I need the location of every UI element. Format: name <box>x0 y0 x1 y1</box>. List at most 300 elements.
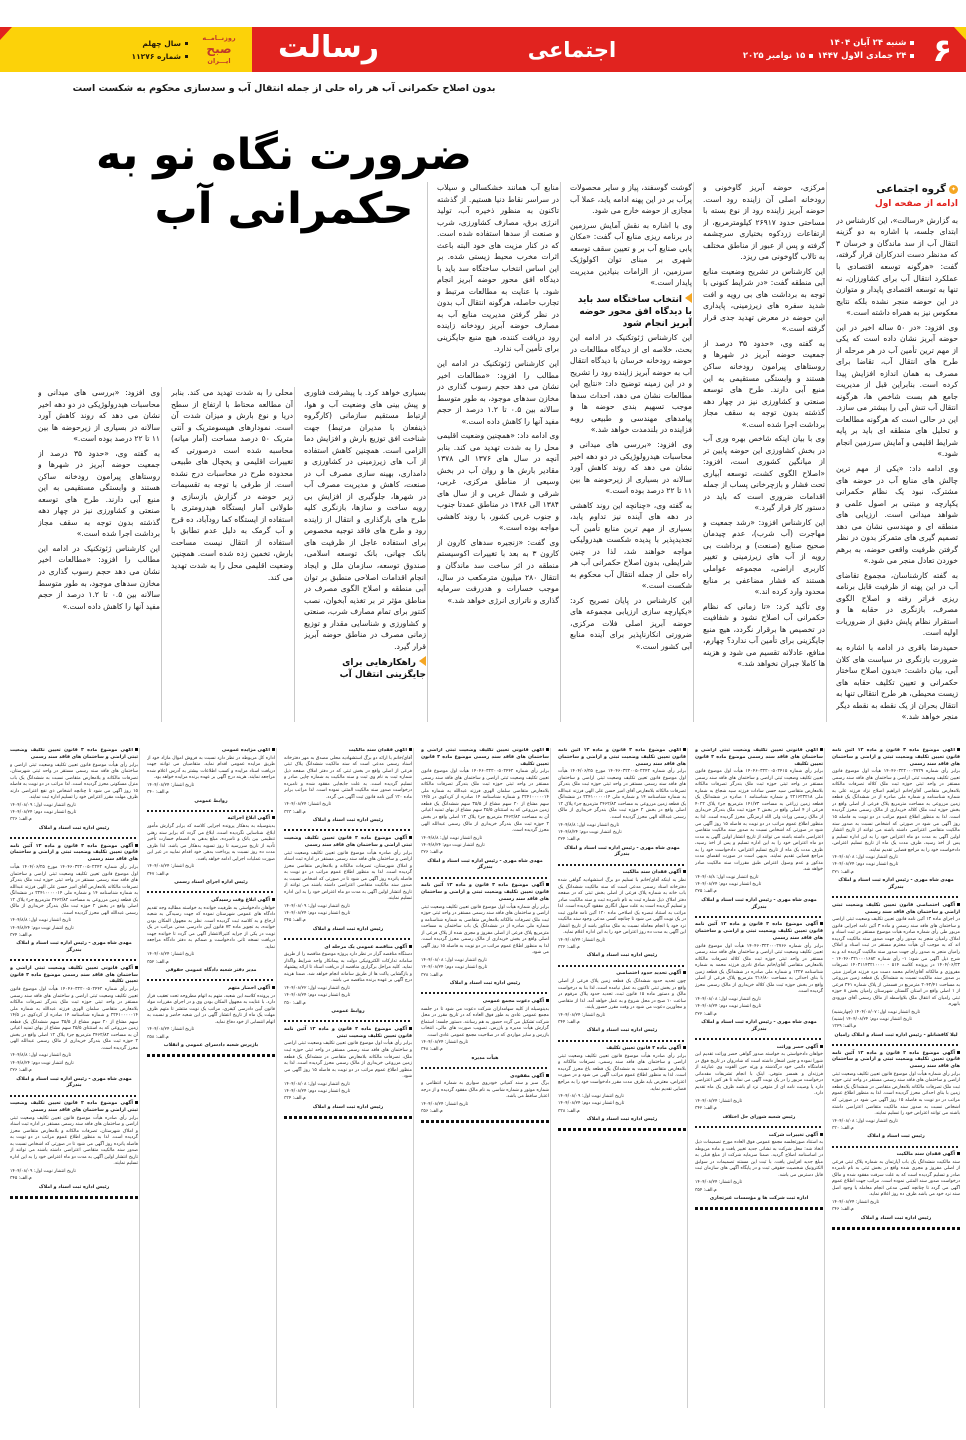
paragraph: وی افزود: «بررسی های میدانی و محاسبات هیدرولوژیکی در دو دهه اخیر نشان می دهد که روند کاهش آورد سالانه در بسیاری از زیرحوضه ها بین ۱۱ تا ۲۲ درصد بوده است.» <box>38 388 160 444</box>
notice-title <box>832 903 960 917</box>
notice-title-text: آگهی موضوع ماده ۳ قانون و ماده ۱۳ آئین نامه قانون تعیین تکلیف وضعیت ثبتی و اراضی و ساختمان های فاقد سند رسمی <box>10 843 138 863</box>
square-bullet-icon <box>957 903 960 906</box>
notice-signature: رئیس ثبت اسناد و املاک <box>867 1134 925 1140</box>
notice-title <box>10 1101 138 1115</box>
classified-column-4 <box>421 748 549 1418</box>
notice-signature: رئیس شعبه شورای حل اختلاف <box>722 1114 796 1120</box>
notice-date-first: تاریخ انتشار نوبت اول: ۱۴۰۴/۰۸/۰۷ (چهارشنبه) <box>832 1009 921 1015</box>
classified-notices-section <box>6 748 960 1418</box>
notice-date-first: تاریخ انتشار: ۱۴۰۴/۰۸/۲۴ <box>558 1012 606 1018</box>
square-bullet-icon <box>409 1027 412 1030</box>
notice-title <box>147 986 275 993</box>
masthead-issue-meta <box>132 39 196 61</box>
notice-title <box>832 1051 960 1071</box>
notice-date-second: تاریخ انتشار نوبت دوم: ۱۴۰۴/۸/۲۴ <box>10 925 74 931</box>
issue-line <box>132 52 188 61</box>
notice-date-first: تاریخ انتشار: ۱۴۰۴/۰۸/۲۴ <box>832 1199 880 1205</box>
notice-item <box>832 1152 960 1222</box>
date-solar-line <box>743 38 915 48</box>
notice-date-second: تاریخ انتشار نوبت دوم: ۱۴۰۴/۸/۲۴ <box>10 1060 74 1066</box>
notice-title-text: آگهی ابلاغ وقت رسیدگی <box>211 897 270 903</box>
notice-title-text: آگهی موضوع ماده ۳ قانون و ماده ۱۳ آئین نامه قانون تعیین تکلیف وضعیت ثبتی و اراضی و ساختمان های فاقد سند رسمی <box>832 1050 960 1070</box>
notice-title-text: آگهی دعوت مجمع عمومی <box>482 998 544 1004</box>
column-divider <box>560 182 561 722</box>
notice-title-text: آگهی احضار متهم <box>227 985 270 991</box>
notice-date-second: تاریخ انتشار نوبت دوم: ۱۴۰۴/۰۸/۲۴ <box>558 1101 625 1107</box>
paragraph: این کارشناس در پایان تصریح کرد: «یکپارچه سازی ارزیابی مجموعه های حوضه آبریز اصلی فلات مرکزی، ضرورتی انکارناپذیر برای آینده منابع آبی کشور است.» <box>570 595 692 652</box>
paragraph: به گفته وی، «حدود ۳۵ درصد از جمعیت حوضه آبریز در شهرها و روستاهای پیرامون رودخانه ساکن هستند و وابستگی مستقیمی به این منبع آبی دارند. طرح های توسعه صنعتی و کشاورزی نیز در چهار دهه گذشته بدون توجه به سقف مجاز برداشت اجرا شده است.» <box>38 448 160 539</box>
notice-item <box>695 1045 823 1122</box>
classified-column-7 <box>10 748 138 1418</box>
notice-signature: روابط عمومی <box>331 1009 365 1015</box>
notice-item <box>695 748 823 911</box>
square-bullet-icon <box>957 748 960 751</box>
notice-signature: مهدی شاه مهری - رئیس اداره ثبت اسناد و املاک بندرگز <box>16 941 132 954</box>
notice-date-first: تاریخ انتشار: ۱۴۰۴/۰۸/۲۴ <box>695 1180 743 1186</box>
notice-date-first: تاریخ انتشار نوبت اول: ۱۴۰۴/۰۸/۲۲ <box>284 985 350 991</box>
notice-date-second: تاریخ انتشار نوبت دوم: ۱۴۰۴/۰۸/۲۴ <box>284 1088 351 1094</box>
notice-signature: روابط عمومی <box>194 798 228 804</box>
notice-item <box>147 816 275 886</box>
classified-column-3 <box>558 748 686 1418</box>
notice-date-second: تاریخ انتشار نوبت دوم: ۱۴۰۴/۸/۲۴ <box>558 829 622 835</box>
notice-body: برابر رأی صادره هیأت موضوع قانون تعیین تکلیف وضعیت ثبتی اراضی و ساختمان های فاقد سند رسمی، تصرفات مالکانه و بلامعارض متقاضی نسبت به ششدانگ یک قطعه باغ محرز گردیده است. لذا به منظور اطلاع عموم مراتب آگهی می شود و در صورت اعتراض، معترض باید ظرف مدت مقرر دادخواست خود را به مراجع قضایی تقدیم نماید. <box>558 1053 686 1092</box>
notice-date-first: تاریخ انتشار: ۱۴۰۴/۰۸/۲۴ <box>695 1099 743 1104</box>
byline <box>836 182 958 197</box>
notice-item <box>147 748 275 805</box>
paragraph: به گفته وی، «چنانچه این روند کاهشی در دهه های آینده نیز تداوم یابد، بسیاری از مهم ترین منابع تأمین آب تجدیدپذیر با پدیده شکست هیدرولیکی مواجه خواهند شد، لذا در چنین شرایطی، بدون اصلاح حکمرانی آب هر راه حلی از جمله انتقال آب محکوم به شکست است.» <box>570 500 692 591</box>
notice-body: برابر رأی شماره ۱۴۰۴۶۰۳۲۲۰۰۵۰۲۴۱۵ هیأت اول موضوع قانون تعیین تکلیف وضعیت ثبتی اراضی و ساختمان های فاقد سند رسمی مستقر در واحد ثبتی حوزه ثبت ملک بندرگز تصرفات مالکانه بلامعارض متقاضی سید حسن سادات فرزند سید شجاع به شماره ملی ۲۲۱۶۲۳۲۱۸ و شماره شناسنامه ۱ صادره در ششدانگ یک قطعه زمین زراعی به مساحت ۱۴۱/۷۳ مترمربع جزء پلاک ۴۰۲۲ فرعی از ۴ اصلی واقع در بخش ۲ حوزه ثبت ملک بندرگز خریداری از مالک رسمی وراث ولی الله ارمزنگی محرز گردیده است. لذا به منظور اطلاع عموم مراتب در دو نوبت به فاصله ۱۵ روز آگهی می شود در صورتی که اشخاص نسبت به صدور سند مالکیت متقاضی اعتراضی داشته باشند می توانند از تاریخ انتشار اولین آگهی به مدت دو ماه اعتراض خود را به این اداره تسلیم و پس از اخذ رسید، ظرف مدت یک ماه از تاریخ تسلیم اعتراض، دادخواست خود را به مراجع قضایی تقدیم نمایند. بدیهی است در صورت انقضای مدت مذکور و عدم وصول اعتراض طبق مقررات سند مالکیت صادر خواهد شد. <box>695 769 823 873</box>
paragraph: وی افزود: «در ۵۰ ساله اخیر در این حوضه آبریز نشان داده است که یکی از مهم ترین تأمین آب در هر مرحله از طرح های انتقال آب، تقاضا برای مصرف به همان اندازه افزایش پیدا کرده است. بنابراین قبل از مدیریت جامع هم بست شاخص ها، هرگونه انتقال آب تنش آبی را بیشتر می سازد. این در حالی است که هرگونه مطالعات و تحلیل های منطقه ای باید بر پایه شرایط اقلیمی و آمایش سرزمین انجام شود.» <box>836 322 958 459</box>
notice-title-text: آگهی تغییرات شرکت <box>768 1132 818 1138</box>
notice-body: در پرونده کلاسه این شعبه، متهم به اتهام مطروحه تحت تعقیب قرار دارد. با عنایت به مجهول المکان بودن وی و در اجرای مقررات مواد قانون آیین دادرسی کیفری، مراتب یک نوبت منتشر تا متهم ظرف مهلت یک ماه از تاریخ انتشار آگهی در این شعبه حاضر و نسبت به اتهام انتسابی از خود دفاع نماید. <box>147 993 275 1025</box>
notice-signature: رئیس اداره ثبت اسناد و املاک <box>312 1104 384 1110</box>
notice-title <box>832 1152 960 1159</box>
notice-signature: مهدی شاه مهری - رئیس اداره ثبت اسناد و املاک بندرگز <box>16 1076 132 1089</box>
paragraph: حمیدرضا باقری در ادامه با اشاره به ضرورت بازنگری در سیاست های کلان آبی، بیان داشت: «بدون اصلاح ساختار حکمرانی و تعیین تکلیف حقابه های زیست محیطی، هر طرح انتقالی تنها به انتقال بحران از یک نقطه به نقطه دیگر منجر خواهد شد.» <box>836 642 958 722</box>
notice-date-first: تاریخ انتشار نوبت اول: ۱۴۰۴/۰۸/۰۸ <box>832 1118 898 1124</box>
notice-signature: مدیر دفتر شعبه دادگاه عمومی حقوقی <box>165 968 257 973</box>
notice-item <box>284 836 412 934</box>
notice-ref: م.الف: ۳۴۴ <box>558 1019 580 1025</box>
notice-separator <box>147 1054 275 1058</box>
classified-column-2 <box>695 748 823 1418</box>
square-bullet-icon <box>185 55 188 58</box>
notice-date-first: تاریخ انتشار نوبت اول: ۱۴۰۴/۰۸/۰۹ <box>10 802 76 808</box>
notice-signature: مهدی شاه مهری - رئیس اداره ثبت اسناد و املاک بندرگز <box>701 1020 817 1032</box>
notice-item <box>147 898 275 975</box>
notice-ref: م.الف: ۳۵۰ <box>284 1000 306 1006</box>
notice-title <box>147 898 275 905</box>
notice-ref: م.الف: ۱۳۲۹ <box>832 1024 857 1030</box>
notice-date-second: تاریخ انتشار نوبت دوم: ۱۴۰۴/۸/۲۴ <box>421 842 485 848</box>
notice-separator <box>558 863 686 866</box>
notice-title-text: آگهی فقدان سند مالکیت <box>622 870 681 876</box>
notice-title-text: آگهی موضوع ماده ۳ قانون و ماده ۱۳ آئین نامه قانون تعیین تکلیف وضعیت ثبتی <box>284 1026 412 1039</box>
paragraph: این کارشناس ژئوتکنیک در ادامه این مطالب را افزود: «مطالعات اخیر نشان می دهد حجم رسوب گذاری در مخازن سدهای موجود، به طور متوسط سالانه بین ۰.۵ تا ۱.۲ درصد از حجم مفید آنها را کاهش داده است.» <box>437 358 559 426</box>
date-solar: شنبه ۲۴ آبان ۱۴۰۴ <box>829 38 907 48</box>
article-column-3 <box>570 182 692 722</box>
notice-item <box>558 748 686 859</box>
notice-ref: م.الف: ۳۴۸ <box>421 1047 443 1053</box>
square-bullet-icon <box>272 816 275 819</box>
notice-title <box>421 999 549 1006</box>
notice-ref: م.الف: ۳۲۶ <box>10 1068 32 1074</box>
classified-divider <box>413 748 414 1408</box>
notice-body: برابر رأی شماره هیأت اول موضوع قانون تعیین تکلیف وضعیت ثبتی اراضی و ساختمان های فاقد سند رسمی مستقر در واحد ثبتی حوزه ثبت ملک تصرفات مالکانه بلامعارض متقاضی در ششدانگ یک قطعه زمین با بنای احداثی محرز گردیده است. لذا به منظور اطلاع عموم مراتب در دو نوبت به فاصله ۱۵ روز آگهی می شود در صورتی که اشخاص نسبت به صدور سند مالکیت متقاضی اعتراضی داشته باشند می توانند اعتراض خود را تسلیم نمایند. <box>832 1071 960 1117</box>
notice-date-second: تاریخ انتشار نوبت دوم: ۱۴۰۴/۰۸/۲۴ <box>695 882 762 888</box>
notice-signature: اداره ثبت شرکت ها و مؤسسات غیرتجاری <box>709 1196 809 1202</box>
square-bullet-icon <box>546 883 549 886</box>
notice-date-first: تاریخ انتشار نوبت اول: ۱۴۰۴/۸/۸ <box>421 835 483 841</box>
notice-separator <box>10 837 138 840</box>
masthead-yellow-band <box>0 27 252 72</box>
page-title: ضرورت نگاه نو به حکمرانی آب <box>96 129 472 234</box>
square-bullet-icon <box>820 922 823 925</box>
notice-ref: م.الف: ۳۲۶ <box>421 850 443 856</box>
notice-title <box>10 748 138 762</box>
notice-ref: م.الف: ۳۵۲ <box>147 959 169 965</box>
notice-date-second: تاریخ انتشار نوبت دوم: ۱۴۰۴/۰۸/۲۴ <box>10 810 77 816</box>
classified-divider <box>550 748 551 1408</box>
article-kicker: بدون اصلاح حکمرانی آب هر راه حلی از جمله انتقال آب و سدسازی محکوم به شکست است <box>72 83 496 94</box>
notice-separator <box>421 876 549 879</box>
notice-ref: م.الف: ۳۴۵ <box>10 1176 32 1182</box>
square-bullet-icon <box>272 748 275 751</box>
notice-signature: رئیس اداره ثبت اسناد و املاک <box>449 980 521 986</box>
square-bullet-icon <box>683 870 686 873</box>
date-other-line <box>743 51 915 61</box>
notice-signature: رئیس اداره ثبت اسناد و املاک <box>38 825 110 831</box>
classified-column-5 <box>284 748 412 1418</box>
notice-body: دستگاه مناقصه گزار در نظر دارد پروژه موضوع مناقصه را از طریق سامانه تدارکات الکترونیکی دولت به پیمانکار واجد شرایط واگذار نماید. کلیه مراحل برگزاری مناقصه از دریافت اسناد تا ارائه پیشنهاد و بازگشایی پاکت ها از طریق سامانه انجام خواهد شد. ضمنا هزینه درج آگهی بر عهده برنده مناقصه می باشد. <box>284 952 412 984</box>
notice-title <box>10 966 138 986</box>
square-bullet-icon <box>957 1152 960 1155</box>
notice-ref: م.الف: ۳۳۶ <box>10 817 32 823</box>
issue-number: شماره ۱۱۲۷۶ <box>131 51 181 61</box>
notice-separator <box>284 829 412 832</box>
square-bullet-icon <box>820 748 823 751</box>
square-bullet-icon <box>409 836 412 839</box>
notice-separator <box>695 1038 823 1041</box>
notice-body: برابر رأی هیأت اول موضوع قانون تعیین تکلیف وضعیت ثبتی اراضی و ساختمان های فاقد سند رسمی مستقر در واحد ثبتی حوزه ثبت ملک، تصرفات مالکانه بلامعارض متقاضی در ششدانگ یک قطعه زمین مزروعی خریداری از مالک رسمی محرز گردیده است. لذا به منظور اطلاع عموم مراتب در دو نوبت به فاصله ۱۵ روز آگهی می شود. <box>284 1041 412 1080</box>
masthead-dates <box>739 38 915 61</box>
notice-ref: م.الف: ۳۴۲ <box>695 1106 717 1112</box>
notice-separator <box>558 1039 686 1042</box>
article-subhead-2 <box>570 293 692 330</box>
notice-ref: م.الف: ۳۲۲ <box>695 1011 717 1017</box>
square-bullet-icon <box>546 999 549 1002</box>
date-gregorian: ۱۵ نوامبر ۲۰۲۵ <box>742 51 806 61</box>
brand-stamp <box>196 34 242 65</box>
square-bullet-icon <box>546 748 549 751</box>
notice-title-text: آگهی مفقودی <box>510 1073 544 1079</box>
notice-title <box>695 1133 823 1140</box>
notice-title <box>695 748 823 768</box>
square-bullet-icon <box>820 1045 823 1048</box>
notice-separator <box>284 1020 412 1023</box>
square-bullet-icon <box>409 945 412 948</box>
notice-title <box>558 971 686 978</box>
paragraph: وی ادامه داد: «یکی از مهم ترین چالش های منابع آب در حوضه های مشترک، نبود یک نظام حکمرانی یکپارچه و مبتنی بر اصول علمی و شواهد میدانی است. ارزیابی های منطقه ای و مهندسی نشان می دهد تصمیم گیری های متمرکز بدون در نظر گرفتن ظرفیت واقعی حوضه، به برهم خوردن تعادل منجر می شود.» <box>836 464 958 566</box>
notice-body: اداره کل مربوطه در نظر دارد نسبت به فروش اموال مازاد خود از طریق مزایده عمومی اقدام نماید. متقاضیان می توانند جهت دریافت اسناد مزایده و کسب اطلاعات بیشتر به آدرس اعلام شده مراجعه نمایند. هزینه درج آگهی بر عهده برنده مزایده خواهد بود. <box>147 755 275 781</box>
notice-date-second: تاریخ انتشار نوبت دوم: ۱۴۰۴/۰۸/۲۴ <box>284 993 351 999</box>
notice-item <box>284 748 412 825</box>
notice-title <box>147 816 275 823</box>
classified-divider <box>824 748 825 1408</box>
notice-title <box>695 1045 823 1052</box>
classified-divider <box>687 748 688 1408</box>
notice-date-second: تاریخ انتشار نوبت دوم: ۱۴۰۴/۰۸/۲۴ (شنبه) <box>832 1017 913 1022</box>
square-bullet-icon <box>683 971 686 974</box>
notice-signature: مهدی شاه مهری - رئیس اداره ثبت اسناد و املاک بندرگز <box>838 878 954 891</box>
notice-ref: م.الف: ۳۳۰ <box>832 1125 854 1131</box>
notice-date-first: تاریخ انتشار: ۱۴۰۴/۰۸/۲۴ <box>147 864 195 870</box>
notice-title <box>284 945 412 952</box>
notice-title-text: آگهی فقدان سند مالکیت <box>896 1152 955 1158</box>
notice-signature: رئیس اداره ثبت اسناد و املاک <box>586 1117 658 1123</box>
notice-signature: مهدی شاه مهری - رئیس اداره ثبت اسناد و املاک بندرگز <box>701 897 817 910</box>
notice-title-text: آگهی حصر وراثت <box>776 1044 818 1050</box>
corner-notch-left <box>0 27 12 40</box>
paragraph: به گزارش «رسالت»، این کارشناس در ابتدای جلسه، با اشاره به دو گزینه انتقال آب از سد ماندگان و خرسان ۳ که مدنظر دست اندرکاران قرار گرفته، گفت: «هرگونه توسعه اقتصادی با عملکرد انتقال آب برای کشاورزان، نه تنها به توسعه اقتصادی پایدار و متوازن در این حوضه منجر نشده بلکه نتایج معکوس نیز به همراه داشته است.» <box>836 215 958 318</box>
notice-date-first: تاریخ انتشار نوبت اول: ۱۴۰۴/۰۸/۸ <box>695 874 759 880</box>
notice-ref: م.الف: ۳۳۴ <box>284 1096 306 1102</box>
notice-item <box>147 986 275 1050</box>
notice-separator <box>558 964 686 967</box>
notice-body: برگ سبز و سند کمپانی خودروی سواری به شماره انتظامی و شماره موتور و شماره شاسی به نام مالک مفقود گردیده و از درجه اعتبار ساقط می باشد. <box>421 1081 549 1100</box>
notice-date-first: تاریخ انتشار: ۱۴۰۴/۰۸/۲۴ <box>147 1027 195 1033</box>
subhead-text: راهکارهایی برای جایگزینی انتقال آب <box>339 658 426 681</box>
paragraph: بسیاری خواهد کرد. با پیشرفت فناوری و پیش بینی های وضعیت آب و هوا، ارتباط مستقیم سازمانی (کارگروه ذینفعان با مدیران مرتبط) جهت شناخت افق توزیع بارش و افزایش دما الزامی است. همچنین کاهش استفاده از آب های زیرزمینی در کشاورزی و دامداری، بهینه سازی مصرف آب در صنعت، کاهش و مدیریت مصرف آب در شهرها، جلوگیری از افزایش بی رویه ساخت و سازها، بازنگری کلیه طرح های بارگذاری و انتقال از زاینده رود و طرح های فاقد توجیه مخصوص برای استفاده عاجل از ظرفیت های بانک جهانی، بانک توسعه اسلامی، صندوق توسعه، سازمان ملل و ایجاد انجام اقدامات اصلاحی منطبق بر توان آبی منطقه و اصلاح الگوی مصرف در مناطق مؤثر تر بر تغذیه آبخوان، نصب کنتور برای تمام مصارف شرب، صنعتی و کشاورزی و شناسایی مقدار و توزیع زمانی مصرف در مناطق حوضه آبریز قرار گیرد. <box>304 388 426 651</box>
paragraph: به گفته وی، «حدود ۳۵ درصد از جمعیت حوضه آبریز در شهرها و روستاهای پیرامون رودخانه ساکن هستند و وابستگی مستقیمی به این منبع آبی دارند. طرح های توسعه صنعتی و کشاورزی نیز در چهار دهه گذشته بدون توجه به سقف مجاز برداشت اجرا شده است.» <box>703 338 825 429</box>
notice-separator <box>695 1126 823 1129</box>
notice-ref: م.الف: ۳۴۰ <box>147 790 169 796</box>
notice-signature: مهدی شاه مهری - رئیس اداره ثبت اسناد و املاک بندرگز <box>427 858 543 871</box>
notice-body: برابر رأی صادره هیأت موضوع قانون تعیین تکلیف وضعیت ثبتی اراضی و ساختمان های فاقد سند رسمی مستقر در اداره ثبت اسناد و املاک شهرستان، تصرفات مالکانه و بلامعارض متقاضی محرز گردیده است. لذا به منظور اطلاع عموم مراتب در دو نوبت به فاصله پانزده روز آگهی می شود تا در صورتی که اشخاص نسبت به صدور سند مالکیت متقاضی اعتراضی داشته باشند می توانند از تاریخ انتشار اولین آگهی به مدت دو ماه اعتراض خود را به این اداره تسلیم نمایند. <box>10 1115 138 1167</box>
paragraph: وی با اشاره به نقش آمایش سرزمین در برنامه ریزی منابع آب گفت: «مکان یابی صنایع آب بر و تعیین سقف توسعه شهری بر مبنای توان اکولوژیک سرزمین، از الزامات بنیادین مدیریت پایدار است.» <box>570 220 692 288</box>
notice-body: برابر رأی شماره ۱۴۰۴۶۰۳۲۲۰۰۵۰۲۲۴۲ مورخ ۱۴۰۴/۰۶/۲۵ هیأت اول موضوع قانون تعیین تکلیف وضعیت ثبتی اراضی و ساختمان های فاقد سند رسمی مستقر در واحد ثبتی حوزه ثبت ملک بندرگز تصرفات مالکانه بلامعارض آقای امیر حسن علی الهی فرزند عبدالله به شماره شناسنامه ۱۴ و شماره ملی ۲۲۴۱۰۰۰۰۰۱۴ در ششدانگ یک قطعه زمین مزروعی به مساحت ۲۴۶۲/۸۲ مترمربع جزء پلاک ۱۲ اصلی واقع در بخش ۲ حوزه ثبت ملک بندرگز خریداری از مالک رسمی عبدالله الهی محرز گردیده است. <box>10 865 138 916</box>
notice-item <box>558 1046 686 1124</box>
notice-item <box>558 971 686 1035</box>
notice-signature: مهدی شاه مهری - رئیس اداره ثبت اسناد و املاک بندرگز <box>564 845 680 858</box>
notice-separator <box>10 1195 138 1199</box>
article-column-7 <box>38 387 160 722</box>
notice-title <box>147 748 275 755</box>
notice-ref: م.الف: ۳۴۶ <box>832 1207 854 1213</box>
article-column-1 <box>836 182 958 722</box>
column-divider <box>161 387 162 722</box>
triangle-bullet-icon <box>419 656 426 666</box>
notice-title-text: آگهی موضوع ماده ۳ قانون و ماده ۱۳ آئین نامه قانون تعیین تکلیف وضعیت ثبتی و اراضی و ساختمان های فاقد سند رسمی <box>558 748 686 767</box>
notice-item <box>832 1051 960 1142</box>
notice-separator <box>284 938 412 941</box>
classified-divider <box>139 748 140 1408</box>
notice-separator <box>695 1207 823 1211</box>
notice-title-text: آگهی ماده ۳ قانون تعیین تکلیف <box>606 1046 681 1052</box>
notice-ref: م.الف: ۳۵۸ <box>147 1034 169 1040</box>
masthead-red-band <box>252 27 966 72</box>
notice-ref: م.الف: ۳۲۴ <box>558 837 580 843</box>
paragraph: وی گفت: «زنجیره سدهای کارون از کارون ۳ به بعد با تغییرات اکوسیستم منطقه در اثر ساخت سد ماندگان و انتقال ۲۸۰ میلیون مترمکعب در سال، موجب خسارات و هدررفت سرمایه گذاری و ناترازی انرژی خواهد شد.» <box>437 537 559 605</box>
notice-separator <box>147 891 275 894</box>
notice-separator <box>284 1116 412 1120</box>
square-bullet-icon <box>272 898 275 901</box>
notice-separator <box>695 915 823 918</box>
notice-ref: م.الف: ۳۵۶ <box>421 1109 443 1115</box>
square-bullet-icon <box>135 748 138 751</box>
notice-title-text: آگهی موضوع ماده ۳ قانون و ماده ۱۳ آئین نامه قانون تعیین تکلیف وضعیت ثبتی و اراضی و ساختمان های فاقد سند رسمی <box>695 922 823 941</box>
notice-title-text: آگهی موضوع ماده ۳ قانون تعیین تکلیف وضعیت ثبتی اراضی و ساختمان های فاقد سند رسمی <box>284 835 412 848</box>
article-body <box>8 182 958 722</box>
notice-date-first: تاریخ انتشار: ۱۴۰۴/۰۸/۲۴ <box>147 782 195 788</box>
notice-date-second: تاریخ انتشار نوبت دوم: ۱۴۰۴/۰۸/۲۴ <box>695 1004 762 1010</box>
column-divider <box>693 182 694 722</box>
byline-text: گروه اجتماعی <box>876 184 946 195</box>
paragraph: وی ادامه داد: «همچنین وضعیت اقلیمی محل را به شدت تهدید می کند. بنابر آنچه در سال های ۱۳۷۶ الی ۱۳۷۸ مقادیر بارش ها و روان آب در بخش وسیعی از مناطق مرکزی، غربی، شرقی و شمال غربی و از سال های ۱۳۸۴ الی ۱۳۸۶ در مناطق عمدتا جنوب و جنوب غربی کشور، با روند کاهشی مواجه بوده است.» <box>437 431 559 533</box>
notice-title-text: آگهی موضوع ماده ۳ قانون و ماده ۱۳ آئین نامه قانون تعیین تکلیف وضعیت ثبتی و اراضی و ساختمان های فاقد سند رسمی <box>421 883 549 902</box>
notice-ref: م.الف: ۳۴۷ <box>147 871 169 877</box>
notice-signature: لیلا کافشانلو - رئیس اداره ثبت اسناد و املاک رامیان <box>834 1032 958 1038</box>
notice-title <box>284 748 412 755</box>
notice-body: برابر رأی شماره ۱۴۰۴۶۰۳۲۲۰۰۰۲۷۲۹ هیأت اول موضوع قانون تعیین تکلیف وضعیت ثبتی اراضی و ساختمان های فاقد سند رسمی مستقر در واحد ثبتی حوزه ثبت ملک کلاله تصرفات مالکانه بلامعارض متقاضی آقای/خانم ابراهیم اصلاح نژاد فرزند علی به شماره شناسنامه و شماره ملی صادره از در ششدانگ یک قطعه زمین مزروعی به مساحت مترمربع پلاک فرعی از اصلی واقع در بخش حوزه ثبت ملک کلاله خریداری از مالک رسمی محرز گردیده است. لذا به منظور اطلاع عموم مراتب در دو نوبت به فاصله ۱۵ روز آگهی می شود در صورتی که اشخاص نسبت به صدور سند مالکیت متقاضی اعتراضی داشته باشند می توانند از تاریخ انتشار اولین آگهی به مدت دو ماه اعتراض خود را به این اداره تسلیم و پس از اخذ رسید، ظرف مدت یک ماه از تاریخ تسلیم اعتراض، دادخواست خود را به مراجع قضایی تقدیم نمایند. <box>832 769 960 853</box>
notice-item <box>10 1101 138 1191</box>
notice-title <box>10 844 138 864</box>
notice-body: چون تحدید حدود ششدانگ یک قطعه زمین پلاک فرعی از اصلی واقع در بخش ثبتی تاکنون به عمل نیامده است، لذا بنا به درخواست مالک و دستور ماده ۱۵ قانون ثبت، تحدید حدود پلاک مرقوم در ساعت ۱۰ صبح در محل شروع و به عمل خواهد آمد. لذا از متقاضی و مجاورین دعوت می شود در وقت مقرر حضور یابند. <box>558 979 686 1011</box>
masthead <box>0 27 966 72</box>
square-bullet-icon <box>910 41 914 45</box>
publication-year: سال چهلم <box>142 38 181 48</box>
square-bullet-icon <box>546 1074 549 1077</box>
notice-title <box>558 1046 686 1053</box>
notice-separator <box>832 1227 960 1231</box>
column-divider <box>294 387 295 722</box>
notice-signature: بازپرس شعبه دادسرای عمومی و انقلاب <box>163 1042 259 1048</box>
notice-date-second: تاریخ انتشار نوبت دوم: ۱۴۰۴/۰۸/۲۴ <box>421 965 488 971</box>
notice-date-first: تاریخ انتشار: ۱۴۰۴/۰۸/۲۴ <box>421 1101 469 1107</box>
notice-item <box>695 922 823 1033</box>
notice-ref: م.الف: ۳۲۸ <box>421 972 443 978</box>
notice-body: خواهان دادخواستی به خواسته صدور گواهی حصر وراثت تقدیم این شورا نموده و چنین اشعار داشته است که شادروان در تاریخ فوق در اقامتگاه دائمی خود درگذشته و ورثه حین الفوت وی عبارتند از فرزندان و همسر متوفی. اینک با انجام تشریفات مقدماتی درخواست مزبور را در یک نوبت آگهی می نماید تا هر کس اعتراضی دارد یا وصیت نامه ای از متوفی نزد او باشد ظرف یک ماه تقدیم دارد. <box>695 1052 823 1097</box>
notice-body: در اجرای ماده ۱۳ آئین نامه قانون تعیین تکلیف وضعیت ثبتی اراضی و ساختمان های فاقد سند رسمی و ماده ۳ آئین نامه اجرایی قانون مزبور طی رأی شماره صادره هیأت موضوع مستقر در ثبت اسناد و املاک رامیان منجر به صدور رأی جهت صدور سند مالکیت گردیده اند که به موجب آن هیأت محترم مستقر در ثبت اسناد و املاک رامیان منجر به صدور رأی جهت صدور سند مالکیت گردیده اند و به شرح ذیل آگهی می شود: ۱- رأی شماره ۱۴۰۴۶۰۳۲۱۰۰۰۱۶۸۲ - ۱۴۰۴/۰۶/۲۳ در پرونده کلاسه ۵۱۴ - ۱۴۰۳۱۱۴۳۲۱۰۰۰۰ تصرفات مفروزی و مالکانه آقای/خانم محمد دست مرد فرزند فرامرز مبنی بر صدور سند مالکیت نسبت به ششدانگ یک قطعه زمین مزروعی به مساحت ۲۰۴۲/۴۱ مترمربع در قسمتی از پلاک شماره ۲۴۱ فرعی از ۱ اصلی واقع در استان گلستان شهرستان رامیان بخش ۸ حوزه ثبتی رامیان که انتقال ملک بلاواسطه از مالک رسمی آقای دورودی بابهره. <box>832 917 960 1008</box>
notice-title <box>284 836 412 850</box>
paragraph: وی افزود: «بررسی های میدانی و محاسبات هیدرولوژیکی در دو دهه اخیر نشان می دهد که روند کاهش آورد سالانه در بسیاری از زیرحوضه ها بین ۱۱ تا ۲۲ درصد بوده است.» <box>570 439 692 496</box>
classified-column-6 <box>147 748 275 1418</box>
notice-body: برابر رأی شماره ۱۴۰۴۶۰۳۲۲۰۰۰۲۷۶۶ هیأت اول موضوع قانون تعیین تکلیف وضعیت ثبتی اراضی و ساختمان های فاقد سند رسمی مستقر در واحد ثبتی حوزه ثبت ملک کلاله تصرفات مالکانه بلامعارض متقاضی آقای/خانم صادق نادری فرزند محمد به شماره شناسنامه ۱۲۲۷ و شماره ملی صادره در ششدانگ یک قطعه زمین با بنای احداثی به مساحت ۲۱۶/۸۰ مترمربع پلاک فرعی از اصلی واقع در بخش حوزه ثبت ملک کلاله خریداری از مالک رسمی محرز گردیده است. <box>695 943 823 995</box>
notice-signature: رئیس اداره ثبت اسناد و املاک <box>586 1028 658 1034</box>
notice-signature: رئیس اداره ثبت اسناد و املاک <box>312 818 384 824</box>
article-column-4 <box>437 182 559 722</box>
notice-title <box>421 883 549 903</box>
notice-item <box>421 999 549 1063</box>
notice-item <box>10 844 138 955</box>
brand-line-2: صبح <box>206 42 232 56</box>
notice-item <box>421 883 549 987</box>
page-number: ۶ <box>932 30 952 69</box>
paragraph: این کارشناس ژئوتکنیک در ادامه این بحث، خلاصه ای از دیدگاه مطالعات در حوضه رودخانه خرسان با دیدگاه انتقال آب به حوضه آبریز زاینده رود را تشریح و در این زمینه توضیح داد: «نتایج این مطالعات نشان می دهد، احداث سدها موجب تسهیم بندی حوضه ها و پیامدهای مهندسی و طبیعی روبه فزاینده در بلندمدت خواهد شد.» <box>570 333 692 435</box>
byline-bullet-icon: ✦ <box>949 185 958 194</box>
square-bullet-icon <box>135 966 138 969</box>
notice-separator <box>558 1128 686 1132</box>
paragraph: این کارشناس ژئوتکنیک در ادامه این مطالب را افزود: «مطالعات اخیر نشان می دهد حجم رسوب گذاری در مخازن سدهای موجود، به طور متوسط سالانه بین ۰.۵ تا ۱.۲ درصد از حجم مفید آنها را کاهش داده است.» <box>38 543 160 611</box>
notice-title <box>695 922 823 942</box>
notice-ref: م.الف: ۳۴۵ <box>284 918 306 924</box>
notice-body: برابر رأی شماره ۱۴۰۴۶۰۳۲۲۰۰۵۰۲۴۴۲ هیأت اول موضوع قانون تعیین تکلیف وضعیت ثبتی اراضی و ساختمان های فاقد سند رسمی مستقر در واحد ثبتی حوزه ثبت ملک بندرگز تصرفات مالکانه بلامعارض متقاضی سلمان الهزی فرزند عبدالله به شماره ملی ۲۲۴۱۰۰۰۰۰۱۴ و شماره شناسنامه ۱۴ صادره از کردکوی در ۱۴/۵ سهم مشاع از ۲۰ سهم مشاع از ۳۵/۵ سهم ششدانگ یک قطعه زمین مزروعی که به استثنای ۲۵/۵ سهم مشاع از بهای ثمنیه اعیانی آن به مساحت ۲۴۶۲/۸۲ مترمربع جزء پلاک ۱۲ اصلی واقع در بخش ۲ حوزه ثبت ملک بندرگز خریداری از مالک رسمی عبدالله الهی محرز گردیده است. <box>421 769 549 834</box>
notice-signature: هیأت مدیره <box>471 1055 499 1061</box>
notice-date-first: تاریخ انتشار: ۱۴۰۴/۰۸/۲۴ <box>147 952 195 958</box>
notice-date-first: تاریخ انتشار: ۱۴۰۴/۰۸/۲۴ <box>558 937 606 943</box>
notice-title <box>421 748 549 768</box>
notice-signature: رئیس اداره ثبت اسناد و املاک <box>586 953 658 959</box>
article-column-2 <box>703 182 825 722</box>
date-lunar: ۲۴ جمادی الاول ۱۴۴۷ <box>817 51 907 61</box>
notice-body: بدینوسیله از کلیه سهامداران شرکت دعوت می شود تا در جلسه مجمع عمومی عادی به طور فوق العاده که در تاریخ مقرر در محل شرکت تشکیل می گردد حضور به هم رسانند. دستور جلسه: استماع گزارش هیأت مدیره و بازرس، تصویب صورت های مالی، انتخاب بازرس و سایر مواردی که در صلاحیت مجمع عمومی عادی است. <box>421 1006 549 1038</box>
paragraph: منابع آب همانند خشکسالی و سیلاب در سراسر نقاط دنیا هستیم. از گذشته تاکنون به منظور ذخیره آب، تولید انرژی برق، مصارف کشاورزی، شرب و صنعت از سدها استفاده شده است. که در کنار مزیت های خود البته باعث اثرات مخرب محیط زیستی شده. بر این اساس انتخاب ساختگاه سد باید با دیدگاه افق محور حوضه آبریز انجام شود. با عنایت به مطالعات مرتبط و تجارب حاصله، هرگونه انتقال آب بدون در نظر گرفتن مدیریت منابع آب به مصارف حوضه آبریز رودخانه زاینده رود دریافت کننده، هیچ منبع جایگزینی برای تأمین آب ندارد. <box>437 183 559 354</box>
notice-date-first: تاریخ انتشار نوبت اول: ۱۴۰۴/۰۸/۰۸ <box>421 957 487 963</box>
classified-divider <box>276 748 277 1408</box>
paragraph: وی با بیان اینکه شاخص بهره وری آب در بخش کشاورزی این حوضه پایین تر از میانگین کشوری است، افزود: «اصلاح الگوی کشت، توسعه آبیاری تحت فشار و بازچرخانی پساب از جمله اقدامات ضروری است که باید در دستور کار قرار گیرد.» <box>703 434 825 513</box>
column-divider <box>826 182 827 722</box>
year-line <box>132 39 188 48</box>
section-title: اجتماعی <box>527 37 617 62</box>
article-column-6 <box>171 387 293 722</box>
notice-separator <box>832 896 960 899</box>
notice-date-first: تاریخ انتشار: ۱۴۰۴/۰۸/۲۴ <box>421 1040 469 1046</box>
notice-body: برابر رأی صادره هیأت موضوع قانون تعیین تکلیف وضعیت ثبتی اراضی و ساختمان های فاقد سند رسمی مستقر در اداره ثبت اسناد و املاک شهرستان، تصرفات مالکانه و بلامعارض متقاضی محرز گردیده است. لذا به منظور اطلاع عموم مراتب در دو نوبت به فاصله پانزده روز آگهی می شود تا در صورتی که اشخاص نسبت به صدور سند مالکیت متقاضی اعتراضی داشته باشند می توانند از تاریخ انتشار اولین آگهی به مدت دو ماه اعتراض خود را به این اداره تسلیم نمایند. <box>284 850 412 902</box>
notice-date-first: تاریخ انتشار نوبت اول: ۱۴۰۴/۸/۸ <box>10 918 72 924</box>
notice-item <box>421 748 549 872</box>
notice-title <box>421 1074 549 1081</box>
notice-separator <box>832 1145 960 1148</box>
notice-body: برابر رأی شماره هیأت اول موضوع قانون تعیین تکلیف وضعیت ثبتی اراضی و ساختمان های فاقد سند رسمی مستقر در واحد ثبتی حوزه ثبت ملک تصرفات مالکانه بلامعارض متقاضی به شماره شناسنامه و شماره ملی صادره از در ششدانگ یک باب ساختمان به مساحت مترمربع پلاک فرعی از اصلی مفروز و مجزی شده از پلاک فرعی از اصلی واقع در بخش خریداری از مالک رسمی محرز گردیده است. لذا به منظور اطلاع عموم مراتب در دو نوبت به فاصله ۱۵ روز آگهی می شود. <box>421 904 549 956</box>
notice-item <box>695 1133 823 1203</box>
notice-ref: م.الف: ۳۲۴ <box>10 932 32 938</box>
newspaper-logo: رسالت <box>278 29 380 65</box>
subhead-text: انتخاب ساختگاه سد باید با دیدگاه افق محور حوضه آبریز انجام شود <box>577 294 692 330</box>
notice-body: سند مالکیت ششدانگ یک باب آپارتمان به شماره پلاک ثبتی فرعی از اصلی مفروز و مجزی شده واقع در بخش ثبتی به نام نامبرده صادر و تسلیم گردیده است که به علت سرقت مفقود شده و مالک درخواست صدور سند المثنی نموده است. مراتب جهت اطلاع عموم آگهی می گردد تا چنانچه کسی مدعی انجام معامله یا وجود اصل سند نزد خود می باشد ظرف ده روز اعلام نماید. <box>832 1159 960 1198</box>
notice-title-text: آگهی موضوع ماده ۳ قانون تعیین تکلیف وضعیت ثبتی اراضی و ساختمان های فاقد سند رسمی <box>10 748 138 760</box>
notice-ref: م.الف: ۳۲۵ <box>695 889 717 895</box>
notice-item <box>284 1027 412 1112</box>
notice-title-text: آگهی موضوع ماده ۳ قانون تعیین تکلیف وضعیت ثبتی اراضی و ساختمان های فاقد سند رسمی <box>10 1101 138 1113</box>
notice-date-second: تاریخ انتشار نوبت دوم: ۱۴۰۴/۰۸/۲۴ <box>832 862 899 868</box>
square-bullet-icon <box>957 1051 960 1054</box>
notice-item <box>558 870 686 960</box>
square-bullet-icon <box>910 54 914 58</box>
notice-signature: رئیس اداره ثبت اسناد و املاک <box>860 1215 932 1221</box>
notice-ref: م.الف: ۳۳۲ <box>558 945 580 951</box>
notice-date-second: تاریخ انتشار نوبت دوم: ۱۴۰۴/۰۸/۲۴ <box>284 911 351 917</box>
square-bullet-icon <box>135 844 138 847</box>
paragraph: گوشت گوسفند، پیاز و سایر محصولات پرآب بر در این پهنه ادامه یابد، عملا آب مجازی از حوضه خارج می شود. <box>570 183 692 216</box>
notice-body: نظر به اینکه آقای/خانم با تسلیم دو برگ استشهادیه گواهی شده دفترخانه اسناد رسمی مدعی است که سند مالکیت ششدانگ یک باب خانه به شماره پلاک فرعی از اصلی بخش ثبتی که در صفحه دفتر املاک ذیل شماره ثبت به نام نامبرده ثبت و سند مالکیت صادر و تسلیم گردیده است به علت سهل انگاری مفقود گردیده است. لذا مراتب به استناد تبصره یک اصلاحی ماده ۱۲۰ آئین نامه قانون ثبت در یک نوبت آگهی می شود تا چنانچه کسی مدعی وجود سند مالکیت نزد خود یا انجام معامله نسبت به ملک مذکور باشد از تاریخ انتشار این آگهی به مدت ده روز اعتراض خود را به این اداره اعلام نماید. <box>558 878 686 936</box>
article-column-5 <box>304 387 426 722</box>
notice-date-first: تاریخ انتشار نوبت اول: ۱۴۰۴/۰۸/۰۹ <box>558 1094 624 1100</box>
brand-line-3: ایـــران <box>207 57 231 65</box>
triangle-bullet-icon <box>685 293 692 303</box>
notice-separator <box>147 809 275 812</box>
classified-column-1 <box>832 748 960 1418</box>
notice-body: برابر رأی شماره ۱۴۰۴۶۰۳۲۲۰۰۵۰۲۲۴۲ مورخ ۱۴۰۴/۰۶/۲۵ هیأت اول موضوع قانون تعیین تکلیف وضعیت ثبتی اراضی و ساختمان های فاقد سند رسمی مستقر در واحد ثبتی حوزه ثبت ملک بندرگز تصرفات مالکانه بلامعارض آقای امیر حسن علی الهی فرزند عبدالله به شماره شناسنامه ۱۴ و شماره ملی ۲۲۴۱۰۰۰۰۰۱۴ در ششدانگ یک قطعه زمین مزروعی به مساحت ۲۴۶۲/۸۲ مترمربع جزء پلاک ۱۲ اصلی واقع در بخش ۲ حوزه ثبت ملک بندرگز خریداری از مالک رسمی عبدالله الهی محرز گردیده است. <box>558 769 686 820</box>
notice-separator <box>832 1044 960 1047</box>
notice-ref: م.الف: ۳۵۴ <box>695 1187 717 1193</box>
column-divider <box>427 182 428 722</box>
notice-item <box>10 748 138 833</box>
notice-body: به استناد صورتجلسه مجمع عمومی فوق العاده مورخ تصمیمات ذیل اتخاذ شد: محل شرکت به نشانی جدید تغییر یافت و ماده مربوطه در اساسنامه اصلاح گردید. ضمنا سرمایه شرکت از مبلغ قبلی به مبلغ جدید افزایش یافت. با ثبت این مستند تصمیمات در سوابق الکترونیک شخصیت حقوقی ثبت و در پایگاه آگهی های سازمان ثبت قابل دسترس می باشد. <box>695 1140 823 1178</box>
notice-separator <box>10 959 138 962</box>
brand-line-1: روزنــامــه <box>202 33 236 42</box>
notice-separator <box>421 1120 549 1124</box>
